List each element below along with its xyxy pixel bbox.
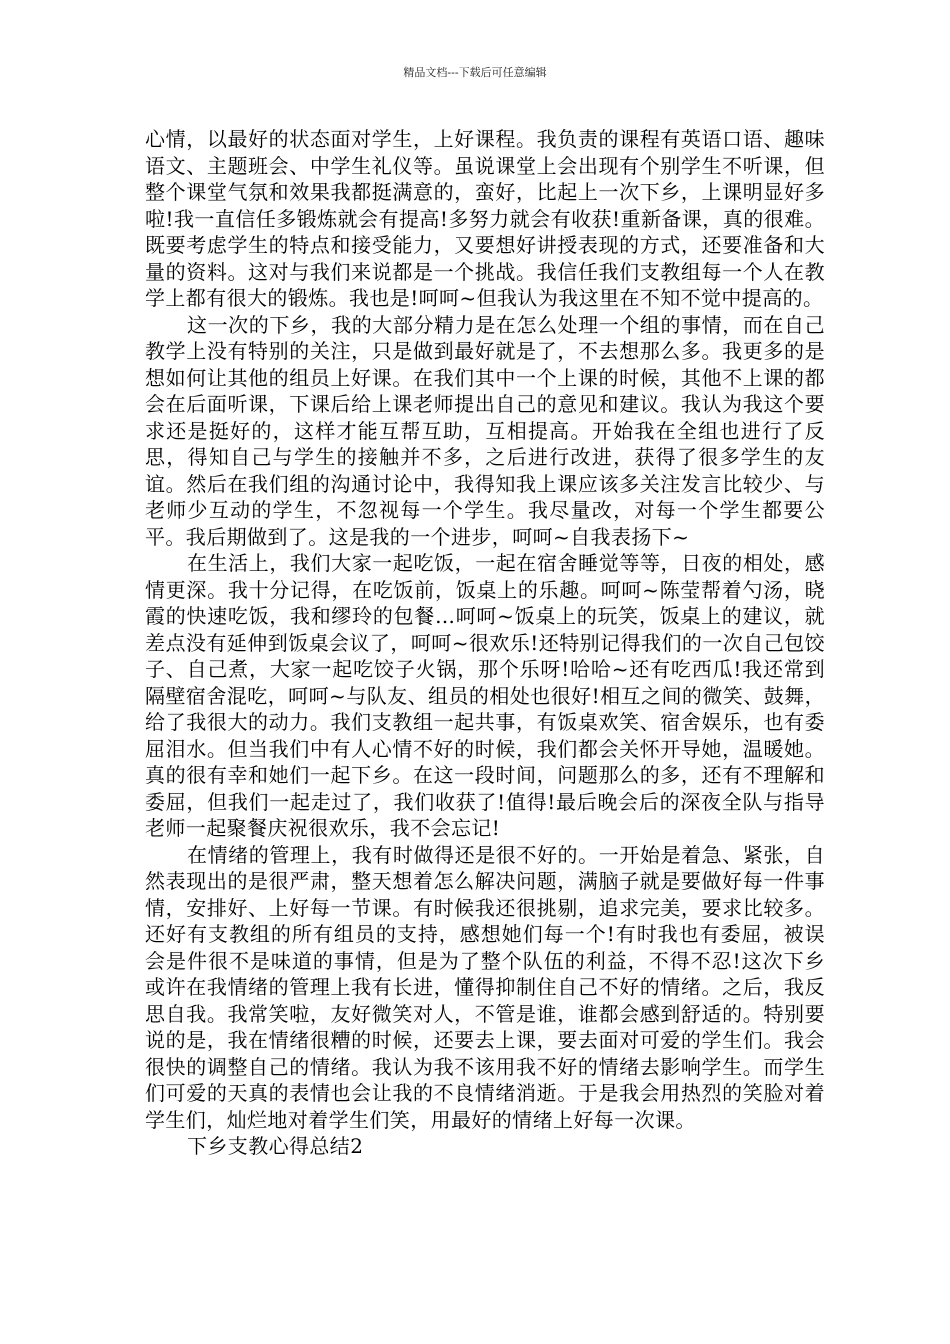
- section-heading: 下乡支教心得总结2: [187, 1134, 364, 1158]
- document-body: [145, 126, 825, 1160]
- paragraph-3: 在生活上，我们大家一起吃饭，一起在宿舍睡觉等等，日夜的相处，感情更深。我十分记得，在吃饭前，饭桌上的乐趣。呵呵~陈莹帮着勺汤，晓霞的快速吃饭，我和缪玲的包餐…呵呵~饭桌上的玩笑，饭桌上的建议，就差点没有延伸到饭桌会议了，呵呵~很欢乐!还特别记得我们的一次自己包饺子、自己煮，大家一起吃饺子火锅，那个乐呀!哈哈~还有吃西瓜!我还常到隔壁宿舍混吃，呵呵~与队友、组员的相处也很好!相互之间的微笑、鼓舞，给了我很大的动力。我们支教组一起共事，有饭桌欢笑、宿舍娱乐，也有委屈泪水。但当我们中有人心情不好的时候，我们都会关怀开导她，温暖她。真的很有幸和她们一起下乡。在这一段时间，问题那么的多，还有不理解和委屈，但我们一起走过了，我们收获了!值得!最后晚会后的深夜全队与指导老师一起聚餐庆祝很欢乐，我不会忘记!: [145, 551, 825, 840]
- paragraph-4: 在情绪的管理上，我有时做得还是很不好的。一开始是着急、紧张，自然表现出的是很严肃，整天想着怎么解决问题，满脑子就是要做好每一件事情，安排好、上好每一节课。有时候我还很挑剔，追求完美，要求比较多。还好有支教组的所有组员的支持，感想她们每一个!有时我也有委屈，被误会是件很不是味道的事情，但是为了整个队伍的利益，不得不忍!这次下乡或许在我情绪的管理上我有长进，懂得抑制住自己不好的情绪。之后，我反思自我。我常笑啦，友好微笑对人，不管是谁，谁都会感到舒适的。特别要说的是，我在情绪很糟的时候，还要去上课，要去面对可爱的学生们。我会很快的调整自己的情绪。我认为我不该用我不好的情绪去影响学生。而学生们可爱的天真的表情也会让我的不良情绪消逝。于是我会用热烈的笑脸对着学生们，灿烂地对着学生们笑，用最好的情绪上好每一次课。: [145, 842, 825, 1132]
- paragraph-2: 这一次的下乡，我的大部分精力是在怎么处理一个组的事情，而在自己教学上没有特别的关注，只是做到最好就是了，不去想那么多。我更多的是想如何让其他的组员上好课。在我们其中一个上课的时候，其他不上课的都会在后面听课，下课后给上课老师提出自己的意见和建议。我认为我这个要求还是挺好的，这样才能互帮互助，互相提高。开始我在全组也进行了反思，得知自己与学生的接触并不多，之后进行改进，获得了很多学生的友谊。然后在我们组的沟通讨论中，我得知我上课应该多关注发言比较少、与老师少互动的学生，不忽视每一个学生。我尽量改，对每一个学生都要公平。我后期做到了。这是我的一个进步，呵呵~自我表扬下~: [145, 312, 825, 549]
- page-header: 精品文档---下载后可任意编辑: [403, 66, 547, 79]
- paragraph-1: 心情，以最好的状态面对学生，上好课程。我负责的课程有英语口语、趣味语文、主题班会、中学生礼仪等。虽说课堂上会出现有个别学生不听课，但整个课堂气氛和效果我都挺满意的，蛮好，比起上一次下乡，上课明显好多啦!我一直信任多锻炼就会有提高!多努力就会有收获!重新备课，真的很难。既要考虑学生的特点和接受能力，又要想好讲授表现的方式，还要准备和大量的资料。这对与我们来说都是一个挑战。我信任我们支教组每一个人在教学上都有很大的锻炼。我也是!呵呵~但我认为我这里在不知不觉中提高的。: [145, 127, 825, 310]
